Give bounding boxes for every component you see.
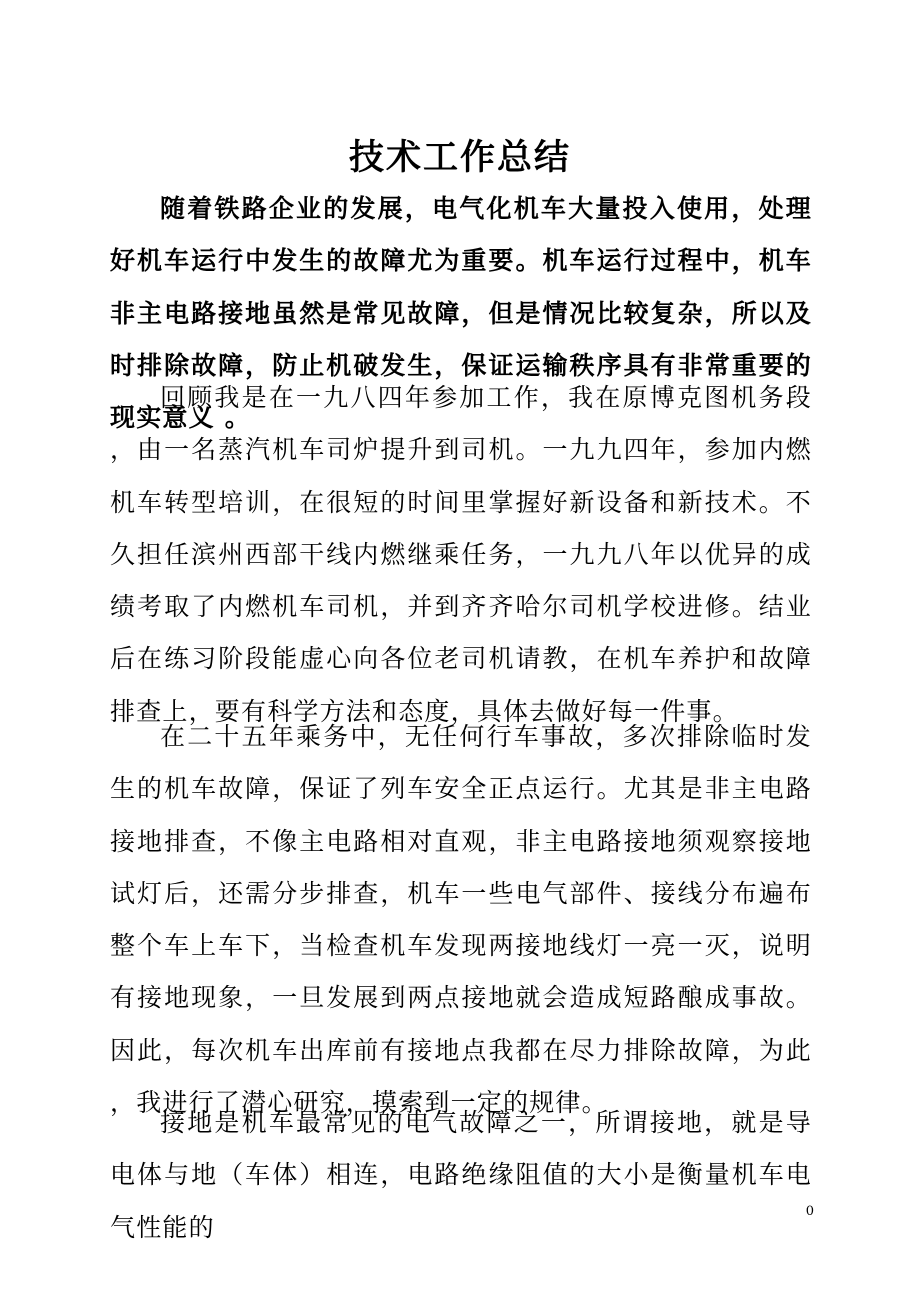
service-record-paragraph: 在二十五年乘务中，无任何行车事故，多次排除临时发生的机车故障，保证了列车安全正点运行。尤其是非主电路接地排查，不像主电路相对直观，非主电路接地须观察接地试灯后，还需分步排查，机车一些电气部件、接线分布遍布整个车上车下，当检查机车发现两接地线灯一亮一灭，说明有接地现象，一旦发展到两点接地就会造成短路酿成事故。因此，每次机车出库前有接地点我都在尽力排除故障，为此，我进行了潜心研究，摸索到一定的规律。 [110, 722, 812, 1118]
intro-paragraph: 随着铁路企业的发展，电气化机车大量投入使用，处理好机车运行中发生的故障尤为重要。机车运行过程中，机车非主电路接地虽然是常见故障，但是情况比较复杂，所以及时排除故障，防止机破发生，保证运输秩序具有非常重要的现实意义 。 [110, 194, 812, 433]
grounding-definition-paragraph: 接地是机车最常见的电气故障之一，所谓接地，就是导电体与地（车体）相连，电路绝缘阻值的大小是衡量机车电气性能的 [110, 1108, 812, 1242]
document-title: 技术工作总结 [348, 138, 571, 178]
page-number: 0 [805, 1204, 814, 1219]
career-review-paragraph: 回顾我是在一九八四年参加工作，我在原博克图机务段，由一名蒸汽机车司炉提升到司机。一九九四年，参加内燃机车转型培训，在很短的时间里掌握好新设备和新技术。不久担任滨州西部干线内燃继乘任务，一九九八年以优异的成绩考取了内燃机车司机，并到齐齐哈尔司机学校进修。结业后在练习阶段能虚心向各位老司机请教，在机车养护和故障排查上，要有科学方法和态度，具体去做好每一件事。 [110, 383, 812, 726]
